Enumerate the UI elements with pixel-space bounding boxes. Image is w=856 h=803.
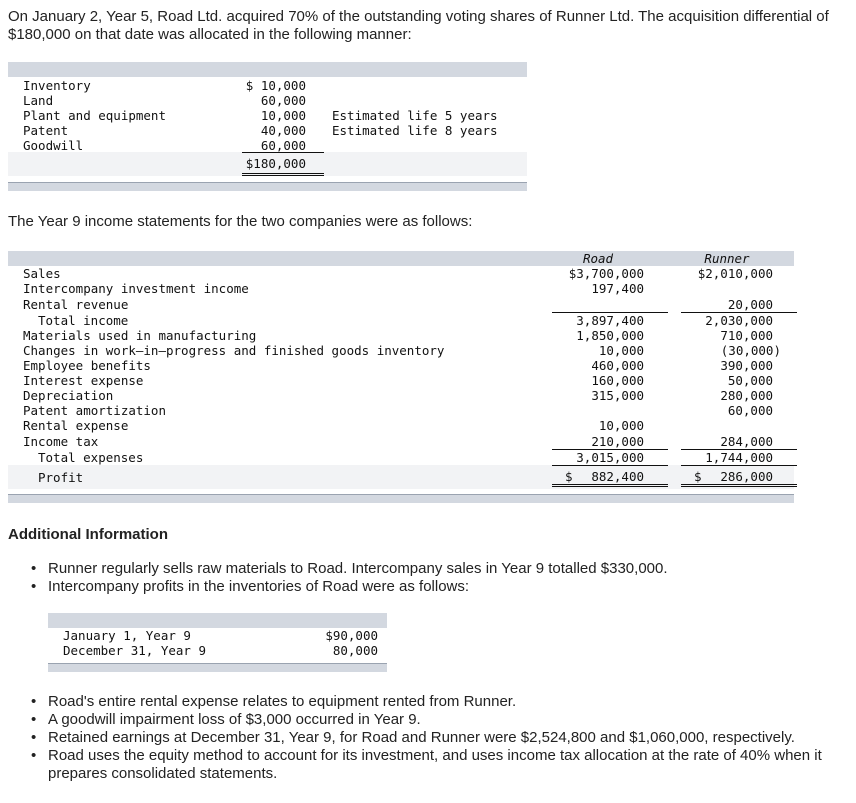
runner-depreciation: 280,000 [720,388,773,403]
profits-label-dec: December 31, Year 9 [63,643,206,658]
allocation-value-land: 60,000 [260,93,306,108]
bullet-list-1 [8,560,853,596]
runner-patent-amortization: 60,000 [727,403,773,418]
road-investment-income: 197,400 [591,281,644,296]
bullet-list-2 [8,693,853,783]
row-label-investment-income: Intercompany investment income [23,281,249,296]
profits-value-dec: 80,000 [332,643,378,658]
allocation-total-rule [242,152,324,153]
road-sales: $3,700,000 [568,266,644,281]
allocation-total: $180,000 [245,156,306,171]
runner-employee-benefits: 390,000 [720,358,773,373]
allocation-label-goodwill: Goodwill [23,138,84,153]
row-label-changes-inventory: Changes in work–in–progress and finished goods inventory [23,343,445,358]
bullet-item: • Road uses the equity method to account for its investment, and uses income tax allocation at the rate of 40% when it prepares consolidated statements. [8,747,853,783]
row-label-total-expenses: Total expenses [38,450,144,465]
row-label-income-tax: Income tax [23,434,99,449]
table-header-band [8,251,794,266]
column-header-road: Road [582,251,614,266]
allocation-label-plant: Plant and equipment [23,108,166,123]
row-label-rental-expense: Rental expense [23,418,129,433]
row-label-profit: Profit [38,470,84,485]
additional-info-heading: Additional Information [8,526,168,543]
allocation-label-patent: Patent [23,123,69,138]
table-header-band [48,613,387,628]
bullet-item: • A goodwill impairment loss of $3,000 occurred in Year 9. [8,711,853,729]
table-stripe [8,465,794,489]
allocation-note-patent: Estimated life 8 years [332,123,498,138]
road-total-expenses: 3,015,000 [576,450,644,465]
intro-paragraph: On January 2, Year 5, Road Ltd. acquired 70% of the outstanding voting shares of Runner Ltd. The acquisition differential of $180,000 on that date was allocated in the following manner: [8,8,829,43]
road-depreciation: 315,000 [591,388,644,403]
road-income-tax: 210,000 [591,434,644,449]
table-footer-band [8,182,527,191]
column-header-runner: Runner [704,251,750,266]
row-label-patent-amortization: Patent amortization [23,403,166,418]
row-label-depreciation: Depreciation [23,388,114,403]
runner-total-income: 2,030,000 [705,313,773,328]
runner-changes-inventory: (30,000) [720,343,781,358]
runner-profit-rule [681,465,797,466]
bullet-item: • Intercompany profits in the inventories of Road were as follows: [8,578,853,596]
road-profit-dollar: $ [565,469,573,484]
table-footer-band [8,494,794,503]
allocation-value-inventory: $ 10,000 [245,78,306,93]
profits-label-jan: January 1, Year 9 [63,628,191,643]
road-rental-expense: 10,000 [598,418,644,433]
row-label-total-income: Total income [38,313,129,328]
income-intro: The Year 9 income statements for the two companies were as follows: [8,213,473,230]
road-changes-inventory: 10,000 [598,343,644,358]
bullet-item: • Road's entire rental expense relates to equipment rented from Runner. [8,693,853,711]
allocation-note-plant: Estimated life 5 years [332,108,498,123]
road-interest-expense: 160,000 [591,373,644,388]
row-label-employee-benefits: Employee benefits [23,358,151,373]
row-label-interest-expense: Interest expense [23,373,144,388]
allocation-value-goodwill: 60,000 [260,138,306,153]
runner-interest-expense: 50,000 [727,373,773,388]
runner-profit: 286,000 [720,469,773,484]
runner-profit-dollar: $ [694,469,702,484]
allocation-label-land: Land [23,93,54,108]
road-profit: 882,400 [591,469,644,484]
road-profit-double-rule [552,484,668,487]
allocation-value-patent: 40,000 [260,123,306,138]
road-profit-rule [552,465,668,466]
road-materials: 1,850,000 [576,328,644,343]
runner-income-tax: 284,000 [720,434,773,449]
runner-total-expenses: 1,744,000 [705,450,773,465]
road-employee-benefits: 460,000 [591,358,644,373]
allocation-label-inventory: Inventory [23,78,91,93]
profits-value-jan: $90,000 [325,628,378,643]
bullet-item: • Runner regularly sells raw materials to Road. Intercompany sales in Year 9 totalled $330,000. [8,560,853,578]
bullet-item: • Retained earnings at December 31, Year 9, for Road and Runner were $2,524,800 and $1,060,000, respectively. [8,729,853,747]
runner-sales: $2,010,000 [697,266,773,281]
allocation-total-double-rule [242,173,324,176]
road-total-income: 3,897,400 [576,313,644,328]
runner-materials: 710,000 [720,328,773,343]
runner-profit-double-rule [681,484,797,487]
row-label-materials: Materials used in manufacturing [23,328,257,343]
row-label-sales: Sales [23,266,61,281]
allocation-value-plant: 10,000 [260,108,306,123]
table-header-band [8,62,527,77]
runner-rental-revenue: 20,000 [727,297,773,312]
table-footer-band [48,663,387,672]
row-label-rental-revenue: Rental revenue [23,297,129,312]
